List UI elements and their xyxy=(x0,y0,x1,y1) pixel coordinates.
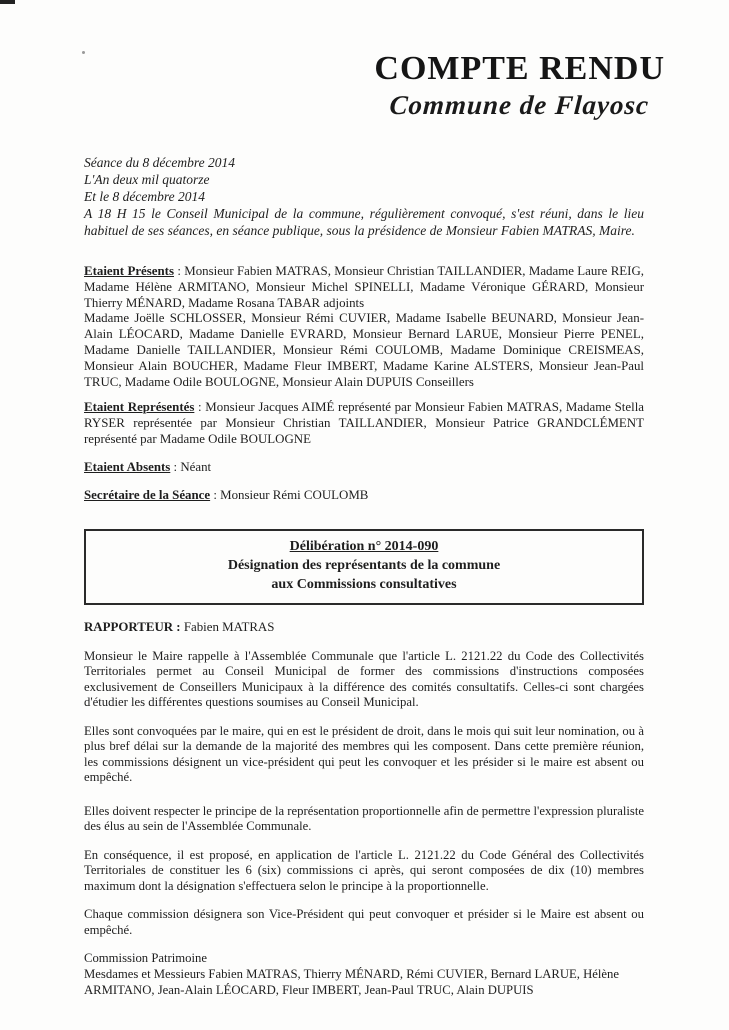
present-members-label: Etaient Présents xyxy=(84,264,174,278)
body-paragraph-2: Elles sont convoquées par le maire, qui en est le président de droit, dans le mois qui suit leur nomination, ou à plus bref délai sur la demande de la majorité des membres qui les composent. Dans cette première réunion, les commissions désignent un vice-président qui peut les convoquer et les présider si le maire est absent ou empêché. xyxy=(84,723,644,785)
commission-title: Commission Patrimoine xyxy=(84,951,208,966)
absent-members-paragraph xyxy=(84,460,644,476)
represented-members-paragraph xyxy=(84,400,644,447)
body-paragraph-5: Chaque commission désignera son Vice-Président qui peut convoquer et présider si le Maire est absent ou empêché. xyxy=(84,907,644,937)
present-members-list: : Monsieur Fabien MATRAS, Monsieur Christian TAILLANDIER, Madame Laure REIG, Madame Hélène ARMITANO, Monsieur Michel SPINELLI, Madame Véronique GÉRARD, Monsieur Thierry MÉNARD, Madame Rosana TABAR adjoints xyxy=(84,264,644,310)
rapporteur-name: Fabien MATRAS xyxy=(180,620,275,635)
present-members-paragraph xyxy=(84,264,644,311)
absent-members-label: Etaient Absents xyxy=(84,459,171,474)
commission-members: Mesdames et Messieurs Fabien MATRAS, Thierry MÉNARD, Rémi CUVIER, Bernard LARUE, Hélène ARMITANO, Jean-Alain LÉOCARD, Fleur IMBERT, Jean-Paul TRUC, Alain DUPUIS xyxy=(84,966,620,997)
session-date-repeat-line: Et le 8 décembre 2014 xyxy=(84,189,205,204)
document-body xyxy=(84,154,644,998)
session-info-block xyxy=(84,154,644,239)
deliberation-title-line2: aux Commissions consultatives xyxy=(271,577,457,593)
deliberation-title-box xyxy=(84,529,644,605)
scan-speck xyxy=(82,51,85,54)
absent-members-value: : Néant xyxy=(170,459,212,474)
rapporteur-line xyxy=(84,620,644,636)
represented-members-list: : Monsieur Jacques AIMÉ représenté par Monsieur Fabien MATRAS, Madame Stella RYSER représentée par Monsieur Christian TAILLANDIER, Monsieur Patrice GRANDCLÉMENT représenté par Madame Odile BOULOGNE xyxy=(84,400,644,446)
document-title: COMPTE RENDU xyxy=(374,50,665,87)
document-header xyxy=(374,50,665,121)
body-paragraph-3: Elles doivent respecter le principe de la représentation proportionnelle afin de permettre l'expression pluraliste des élus au sein de l'Assemblée Communale. xyxy=(84,803,644,834)
secretary-label: Secrétaire de la Séance xyxy=(84,487,211,502)
secretary-paragraph xyxy=(84,488,644,504)
session-date-line: Séance du 8 décembre 2014 xyxy=(84,155,235,170)
body-paragraph-1: Monsieur le Maire rappelle à l'Assemblée Communale que l'article L. 2121.22 du Code des Collectivités Territoriales permet au Conseil Municipal de former des commissions d'instructions composées exclusivement de Conseillers Municipaux à la différence des comités consultatifs. Celles-ci sont chargées d'étudier les différentes questions soumises au Conseil Municipal. xyxy=(84,648,644,710)
represented-members-label: Etaient Représentés xyxy=(84,400,195,415)
deliberation-title-line1: Désignation des représentants de la commune xyxy=(227,558,501,574)
present-members-continued: Madame Joëlle SCHLOSSER, Monsieur Rémi CUVIER, Madame Isabelle BEUNARD, Monsieur Jean-Alain LÉOCARD, Madame Danielle EVRARD, Monsieur Bernard LARUE, Monsieur Pierre PENEL, Madame Danielle TAILLANDIER, Monsieur Rémi COULOMB, Madame Dominique CREISMEAS, Monsieur Alain BOUCHER, Madame Fleur IMBERT, Madame Karine ALSTERS, Monsieur Jean-Paul TRUC, Madame Odile BOULOGNE, Monsieur Alain DUPUIS Conseillers xyxy=(84,311,644,389)
deliberation-number: Délibération n° 2014-090 xyxy=(289,539,439,555)
body-paragraph-4: En conséquence, il est proposé, en application de l'article L. 2121.22 du Code Général des Collectivités Territoriales de constituer les 6 (six) commissions ci après, qui seront composées de dix (10) membres maximum dont la désignation s'effectuera selon le principe à la proportionnelle. xyxy=(84,847,644,893)
scan-artifact xyxy=(0,0,15,4)
session-intro-paragraph: A 18 H 15 le Conseil Municipal de la commune, régulièrement convoqué, s'est réuni, dans le lieu habituel de ses séances, en séance publique, sous la présidence de Monsieur Fabien MATRAS, Maire. xyxy=(84,206,644,238)
document-subtitle: Commune de Flayosc xyxy=(388,90,651,120)
rapporteur-label: RAPPORTEUR : xyxy=(84,620,181,635)
secretary-value: : Monsieur Rémi COULOMB xyxy=(210,487,369,502)
session-year-line: L'An deux mil quatorze xyxy=(84,172,210,187)
